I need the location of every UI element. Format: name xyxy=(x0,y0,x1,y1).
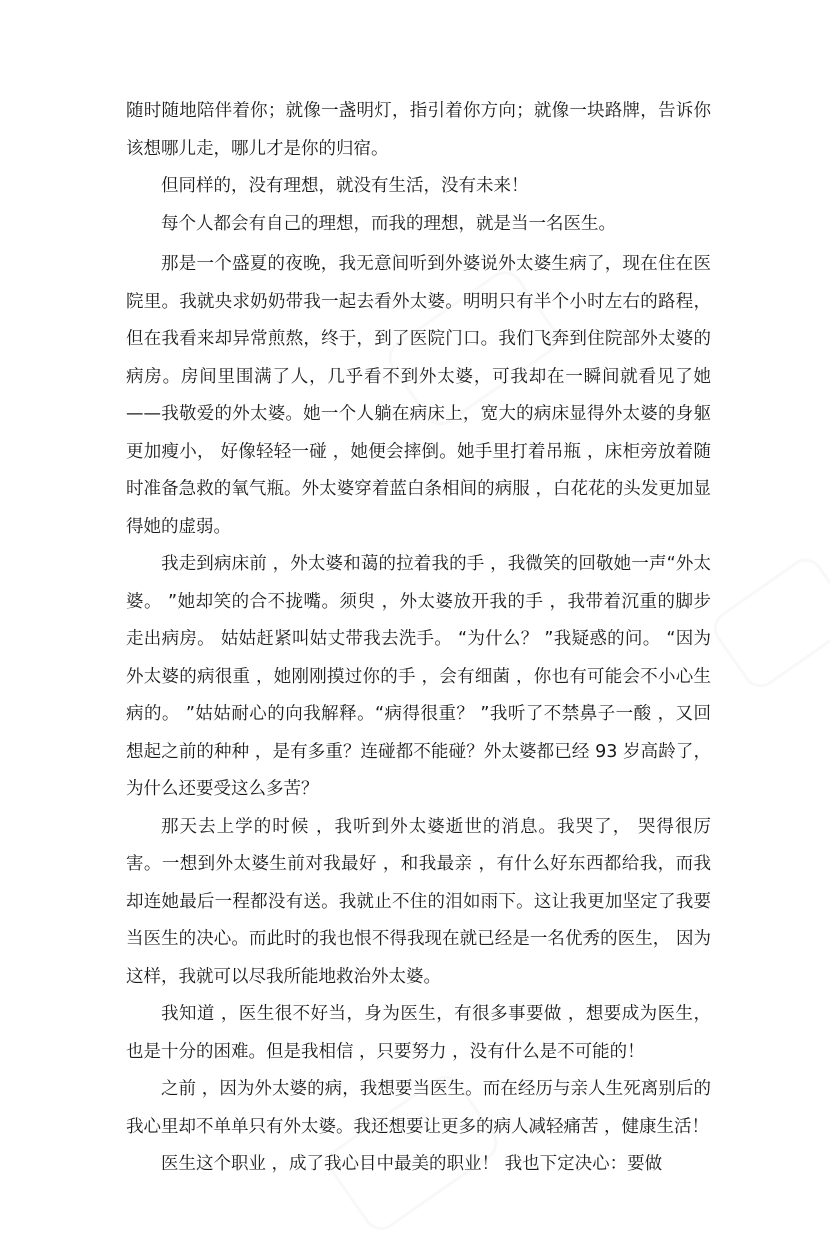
paragraph: 医生这个职业 ，成了我心目中最美的职业！ 我也下定决心：要做 xyxy=(161,1154,663,1174)
paragraph: 我知道 ，医生很不好当，身为医生，有很多事要做 ，想要成为医生， 也是十分的困难。但是我相信 ，只要努力 ，没有什么是不可能的！ xyxy=(126,1004,711,1062)
paragraph: 那是一个盛夏的夜晚，我无意间听到外婆说外太婆生病了，现在住在医院里。我就央求奶奶带我一起去看外太婆。明明只有半个小时左右的路程，但在我看来却异常煎熬，终于，到了医院门口。我们飞奔到住院部外太婆的病房。房间里围满了人，几乎看不到外太婆，可我却在一瞬间就看见了她——我敬爱的外太婆。她一个人躺在病床上，宽大的病床显得外太婆的身躯更加瘦小， 好像轻轻一碰 ，她便会摔倒。她手里打着吊瓶 ，床柜旁放着随时准备急救的氧气瓶。外太婆穿着蓝白条相间的病服 ，白花花的头发更加显得她的虚弱。 xyxy=(126,254,711,537)
document-body xyxy=(126,93,711,1184)
paragraph: 我走到病床前 ，外太婆和蔼的拉着我的手 ，我微笑的回敬她一声“外太婆。 ”她却笑的合不拢嘴。须臾 ，外太婆放开我的手 ，我带着沉重的脚步走出病房。 姑姑赶紧叫姑丈带我去洗手。 “为什么？ ”我疑惑的问。 “因为外太婆的病很重 ，她刚刚摸过你的手 ，会有细菌 ，你也有可能会不小心生病的。 ”姑姑耐心的向我解释。“病得很重？ ”我听了不禁鼻子一酸 ，又回想起之前的种种 ，是有多重？连碰都不能碰？外太婆都已经 93 岁高龄了， 为什么还要受这么多苦？ xyxy=(126,554,711,799)
watermark-logo xyxy=(707,552,830,695)
paragraph: 每个人都会有自己的理想，而我的理想，就是当一名医生。 xyxy=(161,213,616,234)
paragraph: 之前 ，因为外太婆的病，我想要当医生。而在经历与亲人生死离别后的我心里却不单单只有外太婆。我还想要让更多的病人减轻痛苦 ，健康生活！ xyxy=(126,1079,711,1137)
paragraph: 那天去上学的时候 ，我听到外太婆逝世的消息。我哭了， 哭得很厉害。一想到外太婆生前对我最好 ，和我最亲 ，有什么好东西都给我，而我却连她最后一程都没有送。我就止不住的泪如雨下。这让我更加坚定了我要当医生的决心。而此时的我也恨不得我现在就已经是一名优秀的医生， 因为这样，我就可以尽我所能地救治外太婆。 xyxy=(126,816,711,987)
paragraph-continuation: 随时随地陪伴着你；就像一盏明灯，指引着你方向；就像一块路牌，告诉你该想哪儿走，哪儿才是你的归宿。 xyxy=(126,101,711,159)
paragraph: 但同样的，没有理想，就没有生活，没有未来！ xyxy=(161,176,529,196)
